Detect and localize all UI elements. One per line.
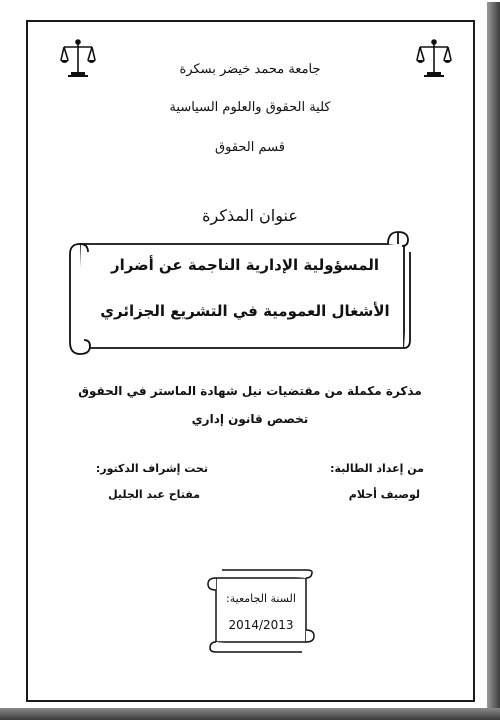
academic-year-scroll bbox=[206, 568, 316, 654]
supervisor-label: تحت إشراف الدكتور: bbox=[95, 462, 208, 475]
title-scroll-banner bbox=[66, 228, 416, 360]
academic-year: 2014/2013 bbox=[228, 618, 294, 632]
thesis-purpose: مذكرة مكملة من مقتضيات نيل شهادة الماستر في الحقوق bbox=[78, 384, 422, 398]
supervisor-name: مفتاح عبد الجليل bbox=[108, 488, 200, 501]
student-label: من إعداد الطالبة: bbox=[330, 462, 424, 475]
faculty-name: كلية الحقوق والعلوم السياسية bbox=[169, 100, 331, 115]
specialization: تخصص قانون إداري bbox=[191, 412, 309, 426]
university-name: جامعة محمد خيضر بسكرة bbox=[179, 62, 321, 77]
thesis-title-label: عنوان المذكرة bbox=[202, 206, 298, 225]
student-name: لوصيف أحلام bbox=[348, 488, 420, 501]
page-shadow-bottom bbox=[0, 708, 500, 720]
thesis-title-line-1: المسؤولية الإدارية الناجمة عن أضرار bbox=[110, 256, 380, 274]
department-name: قسم الحقوق bbox=[215, 140, 285, 155]
academic-year-label: السنة الجامعية: bbox=[226, 592, 296, 605]
thesis-title-line-2: الأشغال العمومية في التشريع الجزائري bbox=[100, 302, 390, 320]
